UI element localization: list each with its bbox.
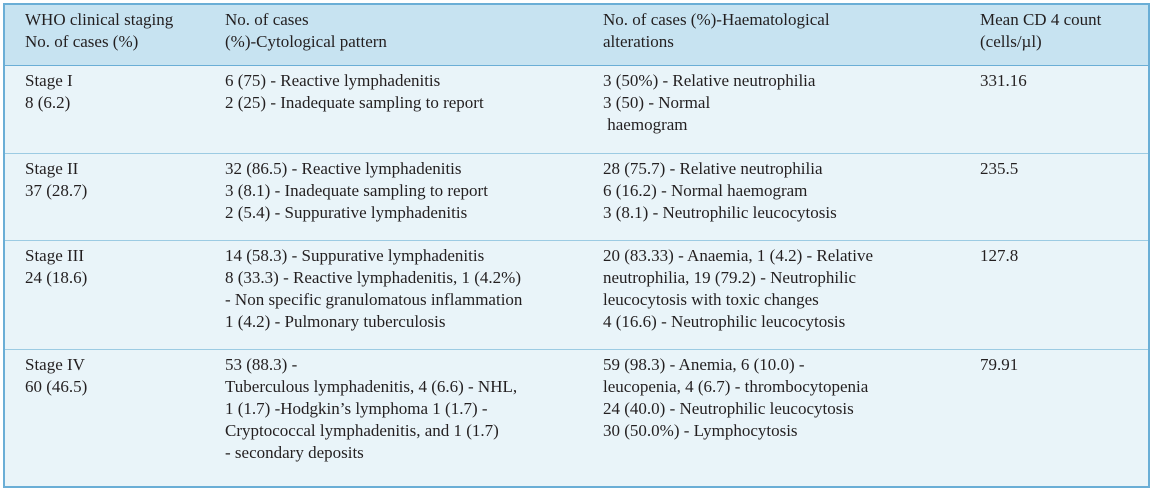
row-divider: [5, 153, 1148, 154]
haematology-line: haemogram: [603, 115, 688, 134]
table-frame: [3, 3, 1150, 488]
cd4-cell: 79.91: [980, 355, 1019, 374]
stage-cell: [25, 354, 87, 398]
header-haematological-alterations: [603, 9, 830, 53]
header-line: (cells/µl): [980, 32, 1042, 51]
header-who-staging: [25, 9, 173, 53]
cytology-line: Cryptococcal lymphadenitis, and 1 (1.7): [225, 421, 499, 440]
header-divider: [5, 65, 1148, 66]
haematology-cell: [603, 354, 868, 442]
header-line: WHO clinical staging: [25, 10, 174, 29]
cd4-cell: 235.5: [980, 159, 1019, 178]
stage-count: 8 (6.2): [25, 93, 71, 112]
haematology-line: 59 (98.3) - Anemia, 6 (10.0) -: [603, 355, 805, 374]
haematology-cell: [603, 70, 815, 136]
haematology-line: neutrophilia, 19 (79.2) - Neutrophilic: [603, 268, 857, 287]
stage-count: 37 (28.7): [25, 181, 88, 200]
header-line: (%)-Cytological pattern: [225, 32, 387, 51]
cytology-line: 14 (58.3) - Suppurative lymphadenitis: [225, 246, 485, 265]
stage-count: 60 (46.5): [25, 377, 88, 396]
haematology-line: leucocytosis with toxic changes: [603, 290, 819, 309]
haematology-cell: [603, 245, 873, 333]
row-divider: [5, 240, 1148, 241]
cytology-line: 1 (4.2) - Pulmonary tuberculosis: [225, 312, 446, 331]
row-divider: [5, 349, 1148, 350]
stage-label: Stage III: [25, 246, 85, 265]
cytology-cell: [225, 158, 488, 224]
haematology-line: leucopenia, 4 (6.7) - thrombocytopenia: [603, 377, 869, 396]
stage-cell: [25, 158, 87, 202]
haematology-cell: [603, 158, 837, 224]
haematology-line: 3 (8.1) - Neutrophilic leucocytosis: [603, 203, 837, 222]
cd4-cell: 331.16: [980, 71, 1027, 90]
header-line: Mean CD 4 count: [980, 10, 1102, 29]
stage-cell: [25, 245, 87, 289]
stage-count: 24 (18.6): [25, 268, 88, 287]
cytology-line: 8 (33.3) - Reactive lymphadenitis, 1 (4.2%): [225, 268, 522, 287]
cytology-line: 2 (25) - Inadequate sampling to report: [225, 93, 484, 112]
haematology-line: 4 (16.6) - Neutrophilic leucocytosis: [603, 312, 846, 331]
haematology-line: 20 (83.33) - Anaemia, 1 (4.2) - Relative: [603, 246, 874, 265]
cytology-line: - secondary deposits: [225, 443, 364, 462]
cytology-cell: [225, 70, 484, 114]
header-line: alterations: [603, 32, 674, 51]
table-header: [5, 5, 1148, 65]
cytology-line: 2 (5.4) - Suppurative lymphadenitis: [225, 203, 468, 222]
haematology-line: 6 (16.2) - Normal haemogram: [603, 181, 808, 200]
haematology-line: 3 (50) - Normal: [603, 93, 711, 112]
haematology-line: 30 (50.0%) - Lymphocytosis: [603, 421, 798, 440]
cytology-line: Tuberculous lymphadenitis, 4 (6.6) - NHL,: [225, 377, 518, 396]
cytology-cell: [225, 245, 522, 333]
header-line: No. of cases: [225, 10, 309, 29]
haematology-line: 24 (40.0) - Neutrophilic leucocytosis: [603, 399, 854, 418]
stage-label: Stage II: [25, 159, 79, 178]
cytology-line: 53 (88.3) -: [225, 355, 298, 374]
stage-cell: [25, 70, 73, 114]
cytology-line: 32 (86.5) - Reactive lymphadenitis: [225, 159, 462, 178]
stage-label: Stage I: [25, 71, 73, 90]
cytology-cell: [225, 354, 517, 464]
stage-label: Stage IV: [25, 355, 85, 374]
haematology-line: 28 (75.7) - Relative neutrophilia: [603, 159, 823, 178]
header-line: No. of cases (%)-Haematological: [603, 10, 830, 29]
cytology-line: 6 (75) - Reactive lymphadenitis: [225, 71, 441, 90]
header-mean-cd4: [980, 9, 1101, 53]
cytology-line: 3 (8.1) - Inadequate sampling to report: [225, 181, 488, 200]
header-line: No. of cases (%): [25, 32, 139, 51]
haematology-line: 3 (50%) - Relative neutrophilia: [603, 71, 816, 90]
cd4-cell: 127.8: [980, 246, 1019, 265]
header-cytological-pattern: [225, 9, 387, 53]
cytology-line: - Non specific granulomatous inflammation: [225, 290, 523, 309]
cytology-line: 1 (1.7) -Hodgkin’s lymphoma 1 (1.7) -: [225, 399, 488, 418]
